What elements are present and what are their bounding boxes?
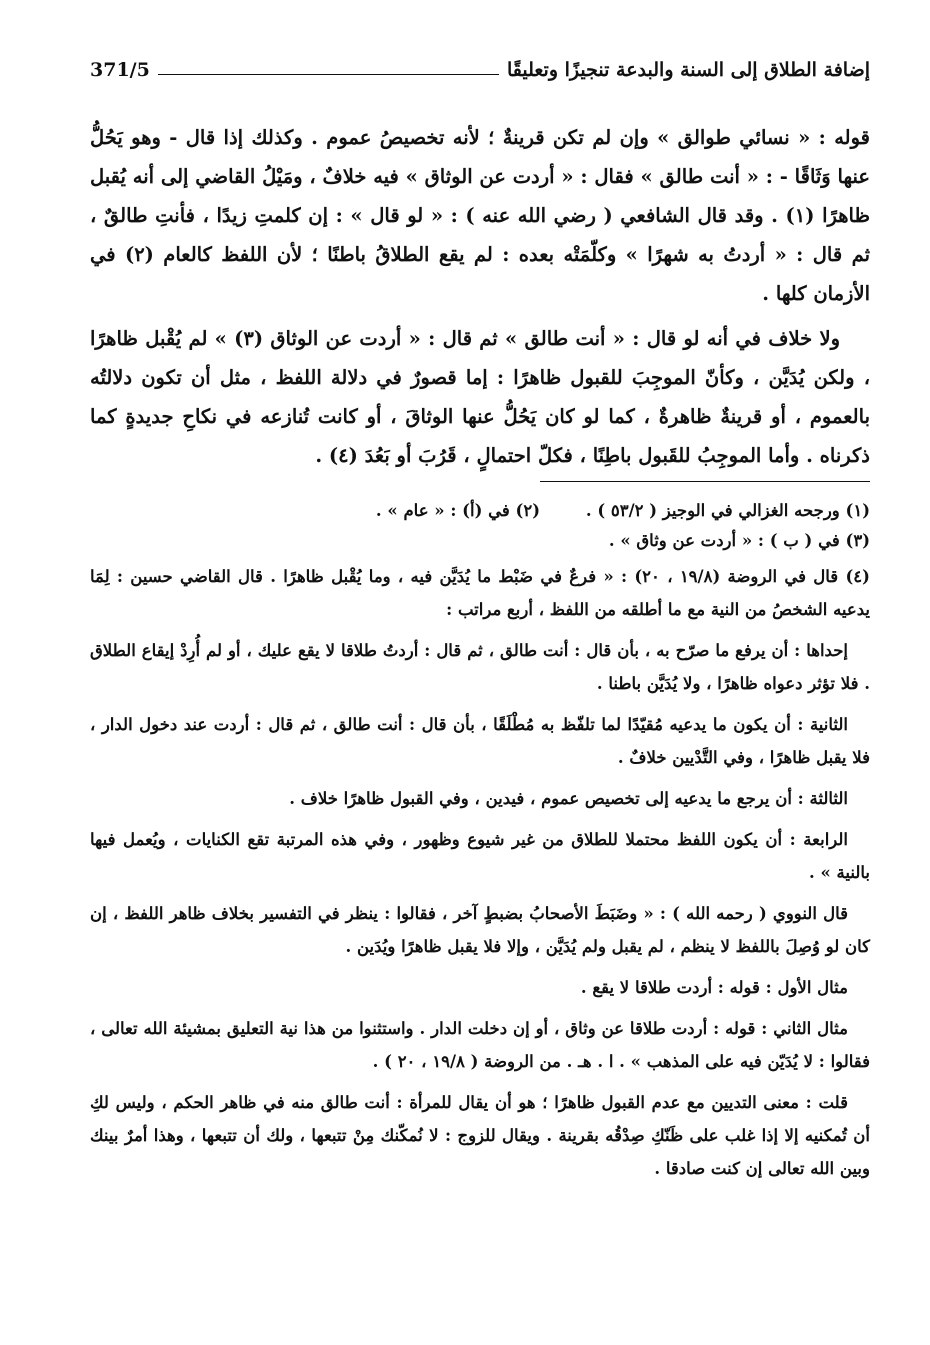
header-rule [158,74,499,75]
main-paragraph-1: قوله : « نسائي طوالق » وإن لم تكن قرينةٌ ؛ لأنه تخصيصُ عموم . وكذلك إذا قال - وهو يَحُلُّ عنها وَثَاقًا - : « أنت طالق » فقال : « أردت عن الوثاق » فيه خلافٌ ، ومَيْلُ القاضي إلى أنه يُقبل ظاهرًا (١) . وقد قال الشافعي ( رضي الله عنه ) : « لو قال » : إن كلمتِ زيدًا ، فأنتِ طالقٌ ، ثم قال : « أردتُ به شهرًا » وكلّمَتْه بعده : لم يقع الطلاقُ باطنًا ؛ لأن اللفظ كالعام (٢) في الأزمان كلها . [90,126,870,305]
main-paragraph-2: ولا خلاف في أنه لو قال : « أنت طالق » ثم قال : « أردت عن الوثاق (٣) » لم يُقْبل ظاهرًا ، ولكن يُدَيَّن ، وكأنّ الموجِبَ للقبول ظاهرًا : إما قصورٌ في دلالة اللفظ ، مثل أن تكون دلالتُه بالعموم ، أو قرينةٌ ظاهرةٌ ، كما لو كان يَحُلُّ عنها الوثاقَ ، أو كانت تُنازعه في نكاحِ جديدةٍ كما ذكرناه . وأما الموجِبُ للقَبول باطِنًا ، فكلّ احتمالٍ ، قَرُبَ أو بَعُدَ (٤) . [90,327,870,467]
footnote-4-second: الثانية : أن يكون ما يدعيه مُقيّدًا لما تلفّظ به مُطْلَقًا ، بأن قال : أنت طالق ، ثم قال : أردت عند دخول الدار ، فلا يقبل ظاهرًا ، وفي التَّدْيين خلافٌ . [90,715,870,767]
footnote-4-third: الثالثة : أن يرجع ما يدعيه إلى تخصيص عموم ، فيدين ، وفي القبول ظاهرًا خلاف . [289,789,848,808]
page-number: 371/5 [90,59,150,81]
footnote-4-note: قلت : معنى التديين مع عدم القبول ظاهرًا ؛ هو أن يقال للمرأة : أنت طالق منه في ظاهر الحكم ، وليس لكِ أن تُمكنيه إلا إذا غلب على ظَنّكِ صِدْقُه بقرينة . ويقال للزوج : لا نُمكّنك مِنْ تتبعها ، ولك أن تتبعها ، وهذا أمرٌ بينك وبين الله تعالى إن كنت صادقا . [90,1093,870,1178]
book-page [90,50,870,1330]
footnote-4-nawawi: قال النووي ( رحمه الله ) : « وضَبَطَ الأصحابُ بضبطٍ آخر ، فقالوا : ينظر في التفسير بخلاف ظاهر اللفظ ، إن كان لو وُصِلَ باللفظ لا ينظم ، لم يقبل ولم يُدَيَّن ، وإلا فلا يقبل ظاهرًا ويُدَين . [90,904,870,956]
footnote-4 [90,560,870,1185]
footnote-4-example-1: مثال الأول : قوله : أردت طلاقا لا يقع . [580,978,848,997]
running-header [90,50,870,90]
footnote-4-first: إحداها : أن يرفع ما صرّح به ، بأن قال : أنت طالق ، ثم قال : أردتُ طلاقا لا يقع عليك ، أو لم أُرِدْ إيقاع الطلاق . فلا تؤثر دعواه ظاهرًا ، ولا يُدَيَّن باطنا . [90,641,870,693]
running-title: إضافة الطلاق إلى السنة والبدعة تنجيزًا وتعليقًا [506,59,870,81]
footnote-2: (٢) في (أ) : « عام » . [375,501,540,520]
main-text [90,118,870,475]
footnote-4-intro: (٤) قال في الروضة (١٩/٨ ، ٢٠) : « فرعٌ في ضَبْط ما يُدَيَّن فيه ، وما يُقْبل ظاهرًا . قال القاضي حسين : لِمَا يدعيه الشخصُ من النية مع ما أطلقه من اللفظ ، أربع مراتب : [90,567,870,619]
footnote-separator [540,481,870,482]
footnote-3: (٣) في ( ب ) : « أردت عن وثاق » . [608,531,870,550]
footnotes [90,496,870,1185]
footnote-4-example-2: مثال الثاني : قوله : أردت طلاقا عن وثاق ، أو إن دخلت الدار . واستثنوا من هذا نية التعليق بمشيئة الله تعالى ، فقالوا : لا يُدَيّن فيه على المذهب » . ا . هـ . من الروضة ( ١٩/٨ ، ٢٠ ) . [90,1019,870,1071]
footnote-4-fourth: الرابعة : أن يكون اللفظ محتملا للطلاق من غير شيوع وظهور ، وفي هذه المرتبة تقع الكنايات ، ويُعمل فيها بالنية » . [90,830,870,882]
footnote-row-1-2 [90,496,870,526]
footnote-1: (١) ورجحه الغزالي في الوجيز ( ٥٣/٢ ) . [585,501,870,520]
